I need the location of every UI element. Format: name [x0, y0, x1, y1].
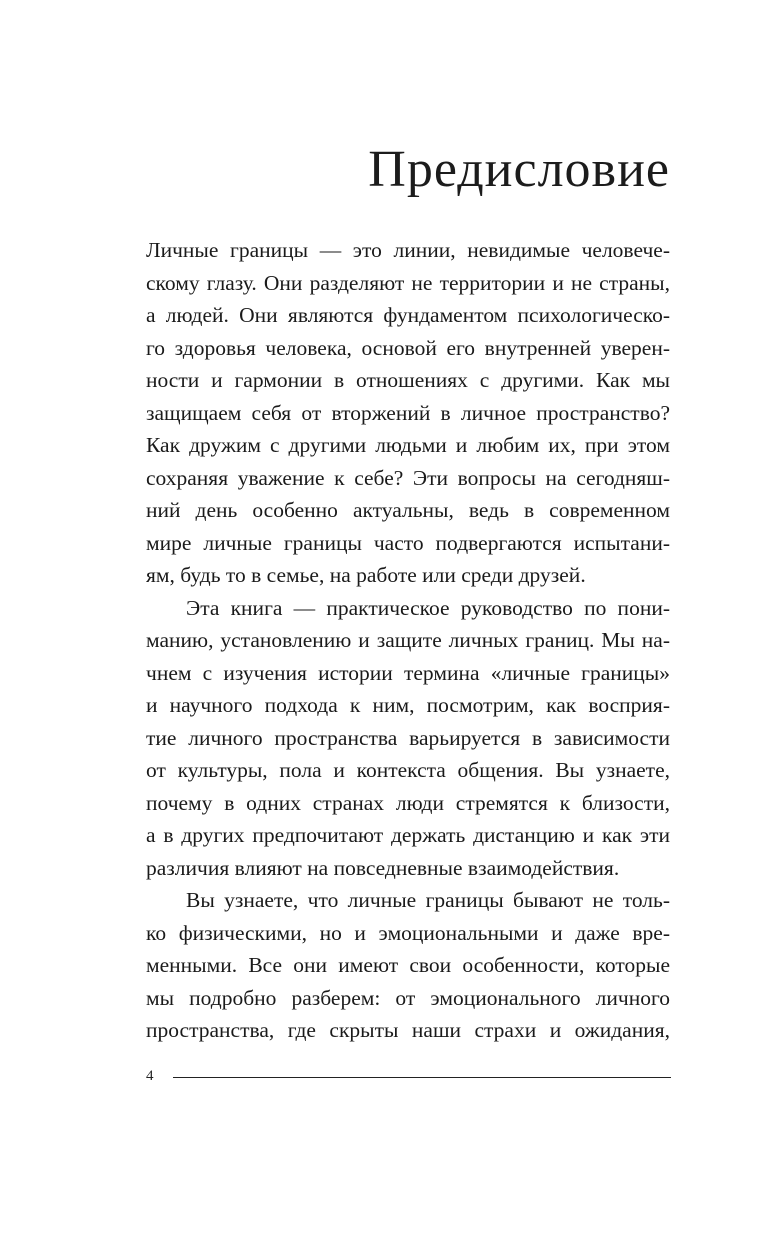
text-line: Вы узнаете, что личные границы бывают не толь-: [186, 888, 670, 912]
body-text: [146, 234, 670, 1047]
text-line: от культуры, пола и контекста общения. Вы узнаете,: [146, 758, 670, 782]
paragraph: [146, 884, 670, 1047]
text-line: Эта книга — практическое руководство по пони-: [186, 595, 670, 620]
text-line: и научного подхода к ним, посмотрим, как восприя-: [146, 693, 670, 717]
text-line: мире личные границы часто подвергаются испытани-: [146, 530, 670, 555]
text-line: сохраняя уважение к себе? Эти вопросы на сегодняш-: [146, 465, 670, 490]
text-line: различия влияют на повседневные взаимодействия.: [146, 855, 620, 880]
text-line: ко физическими, но и эмоциональными и даже вре-: [146, 920, 670, 945]
text-line: а в других предпочитают держать дистанцию и как эти: [146, 823, 670, 847]
text-line: менными. Все они имеют свои особенности, которые: [146, 953, 670, 977]
text-line: го здоровья человека, основой его внутренней уверен-: [146, 335, 670, 360]
text-line: Личные границы — это линии, невидимые человече-: [146, 238, 670, 262]
page-number: 4: [146, 1068, 154, 1084]
paragraph: [146, 592, 670, 885]
text-line: ности и гармонии в отношениях с другими. Как мы: [146, 368, 670, 392]
footer-rule: [173, 1077, 671, 1078]
text-line: пространства, где скрыты наши страхи и ожидания,: [146, 1018, 670, 1042]
text-line: Как дружим с другими людьми и любим их, при этом: [146, 433, 670, 457]
text-line: чнем с изучения истории термина «личные границы»: [146, 660, 670, 685]
text-line: ям, будь то в семье, на работе или среди друзей.: [146, 563, 586, 587]
paragraph: [146, 234, 670, 592]
text-line: скому глазу. Они разделяют не территории и не страны,: [146, 270, 670, 295]
text-line: а людей. Они являются фундаментом психологическо-: [146, 303, 670, 327]
chapter-title: Предисловие: [368, 141, 670, 198]
text-line: манию, установлению и защите личных границ. Мы на-: [146, 628, 670, 652]
text-line: ний день особенно актуальны, ведь в современном: [146, 498, 670, 522]
text-line: почему в одних странах люди стремятся к близости,: [146, 790, 670, 815]
text-line: тие личного пространства варьируется в зависимости: [146, 725, 670, 750]
text-line: мы подробно разберем: от эмоционального личного: [146, 985, 670, 1010]
text-line: защищаем себя от вторжений в личное пространство?: [146, 400, 670, 425]
